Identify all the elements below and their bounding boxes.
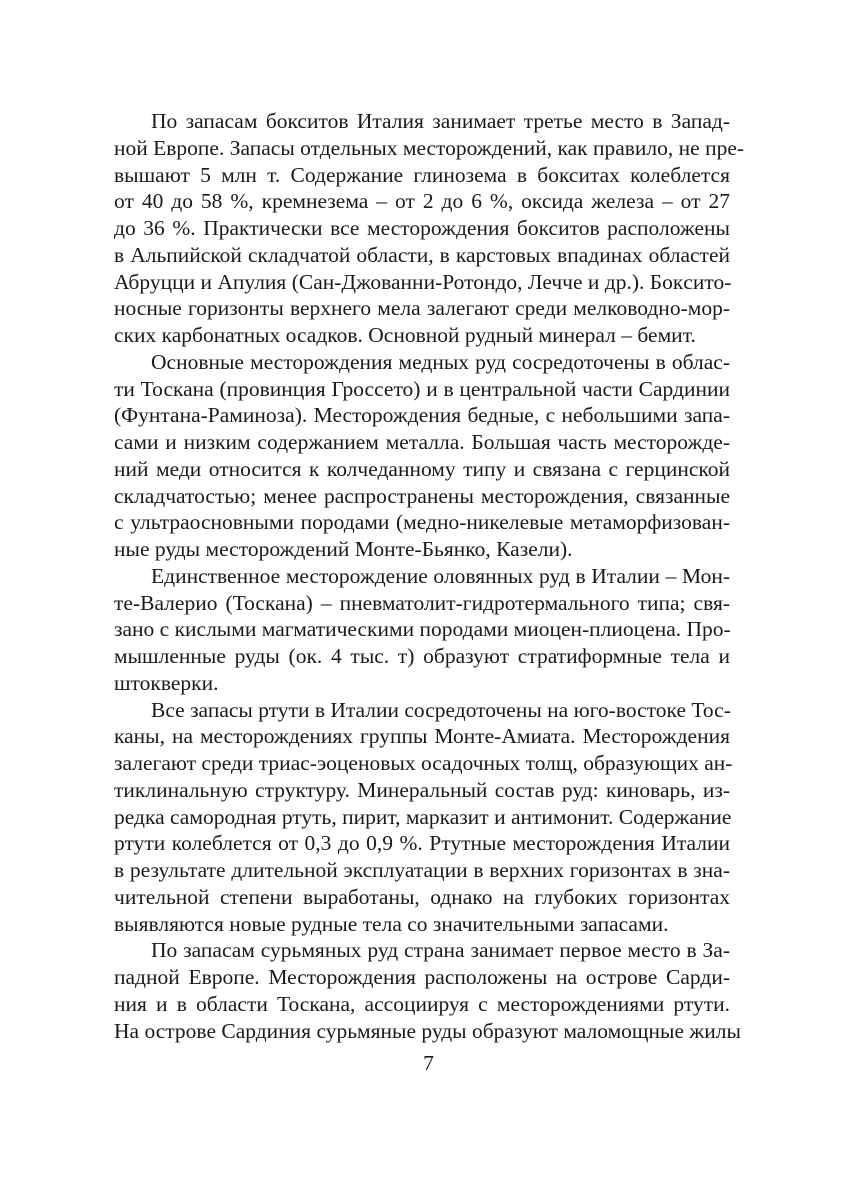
paragraph-mercury-line-4: тиклинальную структуру. Минеральный состав руд: киноварь, из- xyxy=(114,777,730,802)
body-text xyxy=(114,108,745,1044)
paragraph-tin-line-5: штокверки. xyxy=(114,670,219,695)
paragraph-tin-line-3: зано с кислыми магматическими породами миоцен-плиоцена. Про- xyxy=(114,617,731,642)
paragraph-tin-line-4: мышленные руды (ок. 4 тыс. т) образуют стратиформные тела и xyxy=(114,644,730,668)
paragraph-tin-line-1: Единственное месторождение оловянных руд в Италии – Мон- xyxy=(151,563,730,588)
paragraph-copper-line-7: с ультраосновными породами (медно-никелевые метаморфизован- xyxy=(114,510,730,535)
paragraph-mercury-line-5: редка самородная ртуть, пирит, марказит и антимонит. Содержание xyxy=(114,804,732,829)
paragraph-bauxite-line-9: ских карбонатных осадков. Основной рудный минерал – бемит. xyxy=(114,323,696,347)
paragraph-mercury-line-9: выявляются новые рудные тела со значительными запасами. xyxy=(114,911,669,936)
paragraph-antimony-line-4: На острове Сардиния сурьмяные руды образуют маломощные жилы xyxy=(114,1018,741,1043)
paragraph-mercury-line-2: каны, на месторождениях группы Монте-Амиата. Месторождения xyxy=(114,724,730,749)
paragraph-bauxite-line-3: вышают 5 млн т. Содержание глинозема в бокситах колеблется xyxy=(114,162,730,187)
paragraph-bauxite-line-5: до 36 %. Практически все месторождения бокситов расположены xyxy=(114,216,730,240)
paragraph-mercury-line-6: ртути колеблется от 0,3 до 0,9 %. Ртутные месторождения Италии xyxy=(114,831,730,856)
paragraph-bauxite-line-2: ной Европе. Запасы отдельных месторождений, как правило, не пре- xyxy=(114,135,745,160)
paragraph-antimony-line-3: ния и в области Тоскана, ассоциируя с месторождениями ртути. xyxy=(114,991,730,1016)
paragraph-antimony-line-1: По запасам сурьмяных руд страна занимает первое место в За- xyxy=(151,938,730,963)
paragraph-bauxite-line-8: носные горизонты верхнего мела залегают среди мелководно-мор- xyxy=(114,296,730,321)
paragraph-copper-line-6: складчатостью; менее распространены месторождения, связанные xyxy=(114,483,730,508)
paragraph-bauxite-line-1: По запасам бокситов Италия занимает третье место в Запад- xyxy=(151,109,730,133)
paragraph-bauxite-line-7: Абруцци и Апулия (Сан-Джованни-Ротондо, Лечче и др.). Бокcито- xyxy=(114,269,732,294)
paragraph-copper-line-2: ти Тоскана (провинция Гроссето) и в центральной части Сардинии xyxy=(114,376,730,401)
paragraph-bauxite-line-4: от 40 до 58 %, кремнезема – от 2 до 6 %, оксида железа – от 27 xyxy=(114,189,730,214)
paragraph-mercury-line-3: залегают среди триас-эоценовых осадочных толщ, образующих ан- xyxy=(114,751,733,775)
page-number: 7 xyxy=(423,1051,434,1075)
paragraph-copper-line-5: ний меди относится к колчеданному типу и связана с герцинской xyxy=(114,456,730,481)
paragraph-mercury-line-1: Все запасы ртути в Италии сосредоточены на юго-востоке Тос- xyxy=(151,697,731,722)
paragraph-antimony-line-2: падной Европе. Месторождения расположены на острове Сарди- xyxy=(114,965,730,989)
paragraph-copper-line-8: ные руды месторождений Монте-Бьянко, Казели). xyxy=(114,537,573,561)
paragraph-mercury-line-8: чительной степени выработаны, однако на глубоких горизонтах xyxy=(114,884,730,909)
paragraph-tin-line-2: те-Валерио (Тоскана) – пневматолит-гидротермального типа; свя- xyxy=(114,590,730,615)
paragraph-copper-line-4: сами и низким содержанием металла. Большая часть месторожде- xyxy=(114,430,730,454)
paragraph-bauxite-line-6: в Альпийской складчатой области, в карстовых впадинах областей xyxy=(114,242,730,267)
paragraph-copper-line-3: (Фунтана-Раминоза). Месторождения бедные, с небольшими запа- xyxy=(114,403,730,428)
paragraph-mercury-line-7: в результате длительной эксплуатации в верхних горизонтах в зна- xyxy=(114,858,730,882)
paragraph-copper-line-1: Основные месторождения медных руд сосредоточены в облас- xyxy=(151,349,730,374)
